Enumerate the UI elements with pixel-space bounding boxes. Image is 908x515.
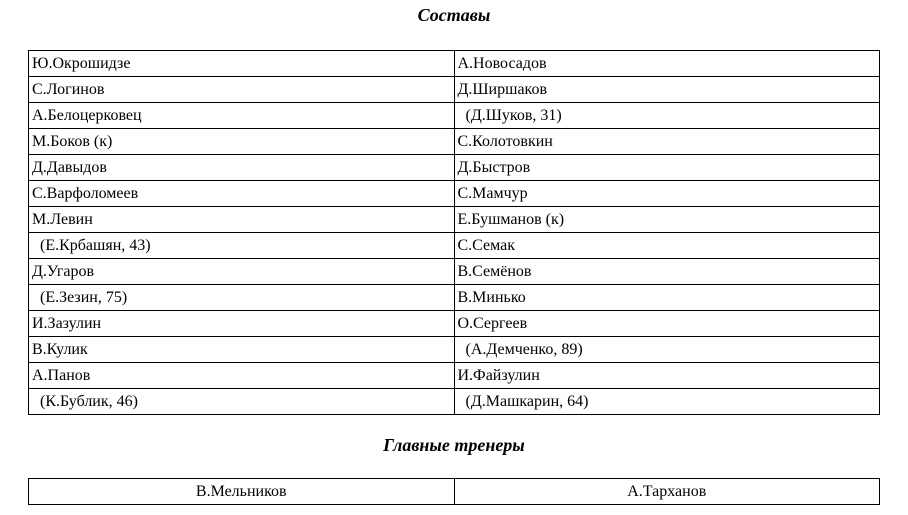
player-name-cell: С.Логинов — [29, 77, 455, 103]
player-name-cell: А.Белоцерковец — [29, 103, 455, 129]
table-row — [29, 207, 880, 233]
player-name-cell: М.Левин — [29, 207, 455, 233]
coach-name-cell: А.Тарханов — [454, 479, 880, 505]
substitute-name-cell: (Д.Шуков, 31) — [454, 103, 880, 129]
player-name-cell: С.Мамчур — [454, 181, 880, 207]
substitute-name-cell: (Д.Машкарин, 64) — [454, 389, 880, 415]
player-name-cell: С.Семак — [454, 233, 880, 259]
substitute-name-cell: (А.Демченко, 89) — [454, 337, 880, 363]
player-name-cell: Е.Бушманов (к) — [454, 207, 880, 233]
player-name-cell: В.Семёнов — [454, 259, 880, 285]
table-row — [29, 311, 880, 337]
substitute-name-cell: (Е.Зезин, 75) — [29, 285, 455, 311]
lineups-title: Составы — [417, 5, 491, 25]
table-row — [29, 181, 880, 207]
table-row — [29, 285, 880, 311]
player-name-cell: Д.Давыдов — [29, 155, 455, 181]
player-name-cell: Ю.Окрошидзе — [29, 51, 455, 77]
substitute-name-cell: (Е.Крбашян, 43) — [29, 233, 455, 259]
coaches-title: Главные тренеры — [383, 435, 525, 455]
table-row — [29, 259, 880, 285]
substitute-name-cell: (К.Бублик, 46) — [29, 389, 455, 415]
player-name-cell: И.Зазулин — [29, 311, 455, 337]
player-name-cell: О.Сергеев — [454, 311, 880, 337]
table-row — [29, 51, 880, 77]
table-row — [29, 479, 880, 505]
player-name-cell: И.Файзулин — [454, 363, 880, 389]
player-name-cell: Д.Угаров — [29, 259, 455, 285]
coach-name-cell: В.Мельников — [29, 479, 455, 505]
player-name-cell: А.Новосадов — [454, 51, 880, 77]
table-row — [29, 77, 880, 103]
lineups-table — [28, 50, 880, 415]
player-name-cell: М.Боков (к) — [29, 129, 455, 155]
table-row — [29, 103, 880, 129]
player-name-cell: Д.Быстров — [454, 155, 880, 181]
player-name-cell: В.Минько — [454, 285, 880, 311]
table-row — [29, 155, 880, 181]
player-name-cell: Д.Ширшаков — [454, 77, 880, 103]
table-row — [29, 337, 880, 363]
player-name-cell: С.Варфоломеев — [29, 181, 455, 207]
table-row — [29, 389, 880, 415]
player-name-cell: А.Панов — [29, 363, 455, 389]
coaches-table — [28, 478, 880, 505]
table-row — [29, 233, 880, 259]
player-name-cell: В.Кулик — [29, 337, 455, 363]
table-row — [29, 129, 880, 155]
table-row — [29, 363, 880, 389]
player-name-cell: С.Колотовкин — [454, 129, 880, 155]
